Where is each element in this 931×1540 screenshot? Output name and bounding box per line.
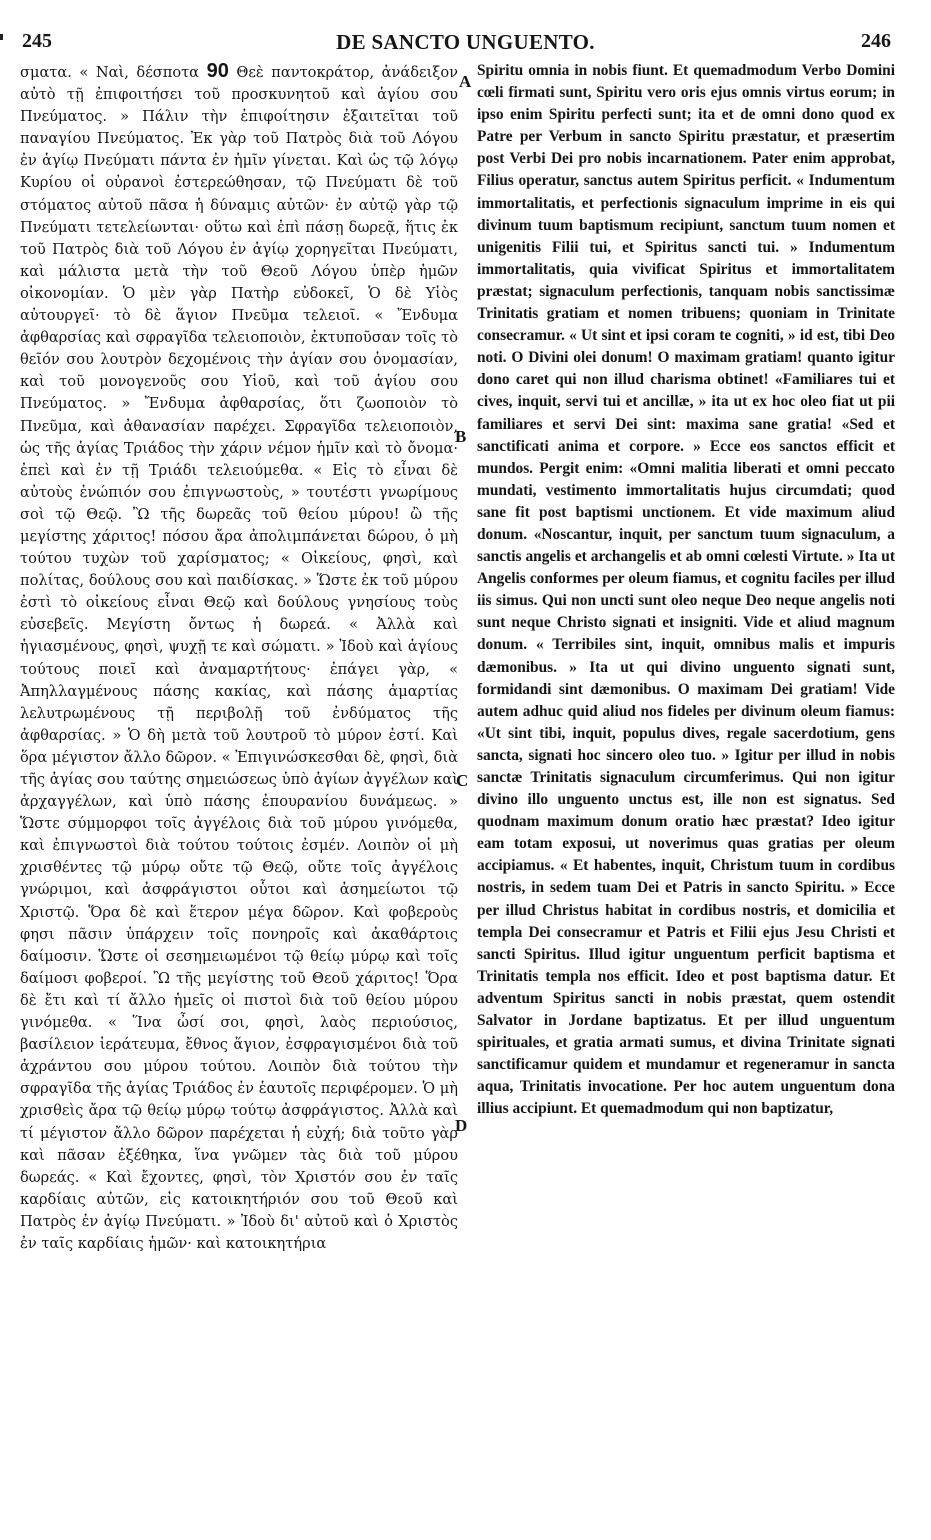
column-number: 90 (206, 60, 229, 82)
greek-paragraph (20, 60, 458, 1255)
greek-text-rest: Θεὲ παντοκράτορ, ἀνάδειξον αὐτὸ τῇ ἐπιφοιτήσει τοῦ προσκυνητοῦ καὶ ἁγίου σου Πνεύματος. » Πάλιν τὴν ἐπιφοίτησιν ἐξαιτεῖται τοῦ παναγίου Πνεύματος. Ἐκ γὰρ τοῦ Πατρὸς διὰ τοῦ Λόγου ἐν ἁγίῳ Πνεύματι πάντα ἐν ἡμῖν γίνεται. Καὶ ὡς τῷ λόγῳ Κυρίου οἱ οὐρανοὶ ἐστερεώθησαν, τῷ Πνεύματι δὲ τοῦ στόματος αὐτοῦ πᾶσα ἡ δύναμις αὐτῶν· ἐν αὐτῷ γὰρ τῷ Πνεύματι τετελείωνται· οὕτω καὶ ἐπὶ πάσῃ δωρεᾷ, ἥτις ἐκ τοῦ Πατρὸς διὰ τοῦ Λόγου ἐν ἁγίῳ χορηγεῖται Πνεύματι, καὶ μάλιστα μετὰ τὴν τοῦ Θεοῦ Λόγου ὑπὲρ ἡμῶν οἰκονομίαν. Ὁ μὲν γὰρ Πατὴρ εὐδοκεῖ, Ὁ δὲ Υἱὸς αὐτουργεῖ· τὸ δὲ ἅγιον Πνεῦμα τελειοῖ. « Ἔνδυμα ἀφθαρσίας καὶ σφραγῖδα τελειοποιὸν, ἐκτυποῦσαν τοῖς τὸ θεῖόν σου λουτρὸν δεχομένοις τὴν ἁγίαν σου ὀνομασίαν, καὶ τοῦ μονογενοῦς σου Υἱοῦ, καὶ τοῦ ἁγίου σου Πνεύματος. » Ἔνδυμα ἀφθαρσίας, ὅτι ζωοποιὸν τὸ Πνεῦμα, καὶ ἀθανασίαν παρέχει. Σφραγῖδα τελειοποιὸν, ὡς τῆς ἁγίας Τριάδος τὴν χάριν νέμον ἡμῖν καὶ τὸ ὄνομα· ἐπεὶ καὶ ἐν τῇ Τριάδι τελειούμεθα. « Εἰς τὸ εἶναι δὲ αὐτοὺς ἐνώπιόν σου ἐπιγνωστοὺς, » τουτέστι γνωρίμους σοὶ τῷ Θεῷ. Ὢ τῆς δωρεᾶς τοῦ θείου μύρου! ὢ τῆς μεγίστης χάριτος! πόσου ἄρα ἀπολιμπάνεται δώρου, ὁ μὴ τούτου τυχὼν τοῦ χαρίσματος; « Οἰκείους, φησὶ, καὶ πολίτας, δούλους σου καὶ παιδίσκας. » Ὥστε ἐκ τοῦ μύρου ἐστὶ τὸ οἰκείους εἶναι Θεῷ καὶ δούλους γνησίους τοὺς εὐσεβεῖς. Μεγίστη ὄντως ἡ δωρεά. « Ἀλλὰ καὶ ἡγιασμένους, φησὶ, ψυχῇ τε καὶ σώματι. » Ἰδοὺ καὶ ἁγίους τούτους ποιεῖ καὶ ἀναμαρτήτους· ἐπάγει γὰρ, « Ἀπηλλαγμένους πάσης κακίας, καὶ πάσης ἁμαρτίας λελυτρωμένους τῇ περιβολῇ τοῦ ἐνδύματος τῆς ἀφθαρσίας. » Ὁ δὴ μετὰ τοῦ λουτροῦ τὸ μύρον ἐστί. Καὶ ὅρα μέγιστον ἄλλο δῶρον. « Ἐπιγινώσκεσθαι δὲ, φησὶ, διὰ τῆς ἁγίας σου ταύτης σημειώσεως ὑπὸ ἁγίων ἀγγέλων καὶ ἀρχαγγέλων, καὶ ὑπὸ πάσης ἐπουρανίου δυνάμεως. » Ὥστε σύμμορφοι τοῖς ἀγγέλοις διὰ τοῦ μύρου γινόμεθα, καὶ ἐπιγνωστοὶ διὰ τούτου τούτοις ἐσμέν. Λοιπὸν οἱ μὴ χρισθέντες τῷ μύρῳ οὔτε τῷ Θεῷ, οὔτε τοῖς ἀγγέλοις γνώριμοι, καὶ ἀσφράγιστοι οὗτοι καὶ ἀσημείωτοι τῷ Χριστῷ. Ὅρα δὲ καὶ ἕτερον μέγα δῶρον. Καὶ φοβεροὺς φησι πᾶσιν ὑπάρχειν τοῖς πονηροῖς καὶ ἀκαθάρτοις δαίμοσιν. Ὥστε οἱ σεσημειωμένοι τῷ θείῳ μύρῳ καὶ τοῖς δαίμοσι φοβεροί. Ὢ τῆς μεγίστης τοῦ Θεοῦ χάριτος! Ὅρα δὲ ἔτι καὶ τί ἄλλο ἡμεῖς οἱ πιστοὶ διὰ τοῦ θείου μύρου γινόμεθα. « Ἵνα ὦσί σοι, φησὶ, λαὸς περιούσιος, βασίλειον ἱεράτευμα, ἔθνος ἅγιον, ἐσφραγισμένοι διὰ τοῦ ἀχράντου σου μύρου τούτου. Λοιπὸν διὰ τούτου τὴν σφραγῖδα τῆς ἁγίας Τριάδος ἐν ἑαυτοῖς περιφέρομεν. Ὁ μὴ χρισθεὶς ἄρα τῷ θείῳ μύρῳ τούτῳ ἀσφράγιστος. Ἀλλὰ καὶ τί μέγιστον ἄλλο δῶρον παρέχεται ἡ εὐχή; διὰ τοῦτο γὰρ καὶ πᾶσαν ἐξέθηκα, ἵνα γνῶμεν τὰς διὰ τοῦ μύρου δωρεάς. « Καὶ ἔχοντες, φησὶ, τὸν Χριστόν σου ἐν ταῖς καρδίαις αὐτῶν, εἰς κατοικητήριόν σου τοῦ Θεοῦ καὶ Πατρὸς ἐν ἁγίῳ Πνεύματι. » Ἰδοὺ δι' αὐτοῦ καὶ ὁ Χριστὸς ἐν ταῖς καρδίαις ἡμῶν· καὶ κατοικητήρια (20, 64, 458, 1252)
page-number-left: 245 (22, 30, 52, 52)
margin-letter-d: D (455, 1116, 468, 1135)
greek-column (20, 60, 458, 1255)
latin-column (477, 60, 895, 1121)
running-title: DE SANCTO UNGUENTO. (336, 30, 595, 54)
greek-text-start: σματα. « Ναὶ, δέσποτα (20, 64, 207, 81)
latin-paragraph: Spiritu omnia in nobis fiunt. Et quemadmodum Verbo Domini cœli firmati sunt, Spiritu vero oris ejus omnis virtus eorum; in ipso enim Spiritu perfecti sunt; ita et de omni dono quod ex Patre per Verbum in sancto Spiritu præstatur, et præsertim post Verbi Dei pro nobis incarnationem. Pater enim approbat, Filius operatur, sanctus autem Spiritus perficit. « Indumentum immortalitatis, et perfectionis signaculum imprime in eis qui divinum tuum baptismum recipiunt, sanctum tuum nomen et unigenitis Filii tui, et Spiritus sancti tui. » Indumentum immortalitatis, quia vivificat Spiritus et immortalitatem præstat; signaculum perfectionis, tanquam nobis sanctissimæ Trinitatis gratiam et nomen tribuens; quoniam in Trinitate consecramur. « Ut sint et ipsi coram te cogniti, » id est, tibi Deo noti. O Divini olei donum! O maximam gratiam! quanto igitur dono caret qui non illud charisma obtinet! «Familiares tui et cives, inquit, servi tui et ancillæ, » ita ut ex hoc oleo fiat ut pii familiares et servi Dei sint: maxima sane gratia! «Sed et sanctificati anima et corpore. » Ecce eos sanctos efficit et mundos. Pergit enim: «Omni malitia liberati et omni peccato mundati, vestimento immortalitatis hujus circumdati; quod sane fit post baptismi unctionem. Et vide maximum aliud donum. «Noscantur, inquit, per sanctum tuum signaculum, a sanctis angelis et archangelis et ab omni cœlesti Virtute. » Ita ut Angelis conformes per oleum fiamus, et cognitu faciles per illud iis simus. Qui non uncti sunt oleo neque Deo neque angelis noti sunt neque Christo signati et insigniti. Vide et aliud magnum donum. « Terribiles sint, inquit, omnibus malis et impuris dæmonibus. » Ita ut qui divino unguento signati sunt, formidandi sint dæmonibus. O maximam Dei gratiam! Vide autem adhuc quid aliud nos fideles per divinum oleum fiamus: «Ut sint tibi, inquit, populus dives, regale sacerdotium, gens sancta, signati hoc sincero oleo tuo. » Igitur per illud in nobis sanctæ Trinitatis signaculum circumferimus. Qui non igitur divino illo unguento unctus est, ille non est signatus. Sed quodnam maximum donum oratio hæc præstat? Ideo igitur eam totam exposui, ut noverimus quas gratias per oleum accipiamus. « Et habentes, inquit, Christum tuum in cordibus nostris, in sedem tuam Dei et Patris in sancto Spiritu. » Ecce per illud Christus habitat in cordibus nostris, et domicilia et templa Dei consecramur et Patris et Filii ejus Jesu Christi et sancti Spiritus. Illud igitur unguentum perficit baptisma et Trinitatis templa nos efficit. Ideo et post baptisma datur. Et adventum Spiritus sancti in nobis præstat, quem ostendit Salvator in Jordane baptizatus. Et per illud unguentum spirituales, et gratia armati sumus, et divina Trinitate signati sanctificamur quidem et mundamur et regeneramur in sancta aqua, Trinitatis invocatione. Per hoc autem unguentum dona illius accipiunt. Et quemadmodum qui non baptizatur, (477, 62, 895, 1118)
margin-letter-c: C (456, 771, 469, 790)
page-header (0, 30, 931, 64)
margin-letter-b: B (455, 427, 467, 446)
page-number-right: 246 (861, 30, 891, 52)
margin-letter-a: A (459, 72, 472, 91)
